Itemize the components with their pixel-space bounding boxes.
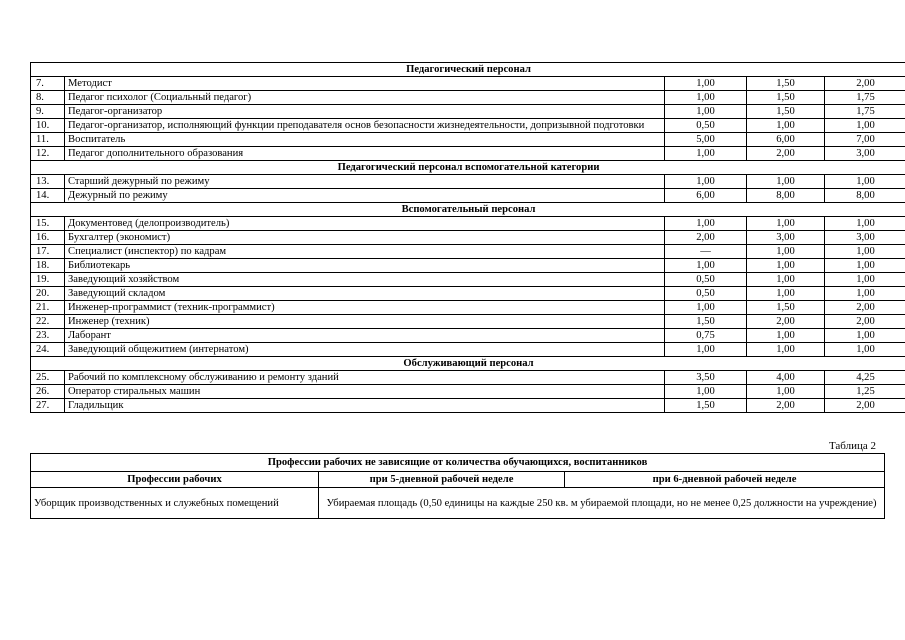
value-cell: — — [665, 245, 747, 259]
table-row — [31, 231, 905, 245]
header-professions: Профессии рабочих — [31, 472, 319, 488]
position-name: Рабочий по комплексному обслуживанию и ремонту зданий — [65, 371, 665, 385]
table-row — [31, 287, 905, 301]
position-name: Заведующий складом — [65, 287, 665, 301]
value-cell: 1,00 — [825, 175, 905, 189]
value-cell: 1,00 — [747, 329, 825, 343]
workers-table — [30, 453, 885, 519]
table-2-caption: Таблица 2 — [828, 440, 876, 452]
value-cell: 3,00 — [747, 231, 825, 245]
position-name: Оператор стиральных машин — [65, 385, 665, 399]
value-cell: 4,00 — [747, 371, 825, 385]
row-number: 17. — [31, 245, 65, 259]
header-5-day-week: при 5-дневной рабочей неделе — [319, 472, 565, 488]
row-number: 9. — [31, 105, 65, 119]
staff-norms-table — [30, 62, 905, 413]
norm-cell: Убираемая площадь (0,50 единицы на каждые 250 кв. м убираемой площади, но не менее 0,25 должности на учреждение) — [319, 488, 885, 519]
table-row — [31, 259, 905, 273]
section-header-row — [31, 63, 905, 77]
table-row — [31, 189, 905, 203]
value-cell: 1,00 — [747, 259, 825, 273]
table-row — [31, 91, 905, 105]
value-cell: 6,00 — [747, 133, 825, 147]
row-number: 10. — [31, 119, 65, 133]
section-header-row — [31, 161, 905, 175]
value-cell: 0,50 — [665, 119, 747, 133]
row-number: 24. — [31, 343, 65, 357]
value-cell: 0,75 — [665, 329, 747, 343]
value-cell: 8,00 — [825, 189, 905, 203]
value-cell: 1,50 — [747, 77, 825, 91]
value-cell: 2,00 — [747, 399, 825, 413]
value-cell: 2,00 — [747, 315, 825, 329]
table-row — [31, 273, 905, 287]
table-row — [31, 371, 905, 385]
workers-table-header-row — [31, 472, 885, 488]
section-title: Педагогический персонал — [31, 63, 905, 77]
value-cell: 2,00 — [825, 399, 905, 413]
value-cell: 1,50 — [665, 399, 747, 413]
value-cell: 2,00 — [825, 77, 905, 91]
row-number: 8. — [31, 91, 65, 105]
header-6-day-week: при 6-дневной рабочей неделе — [565, 472, 885, 488]
table-row — [31, 329, 905, 343]
value-cell: 1,00 — [825, 343, 905, 357]
row-number: 21. — [31, 301, 65, 315]
value-cell: 0,50 — [665, 273, 747, 287]
table-row — [31, 488, 885, 519]
value-cell: 1,00 — [665, 259, 747, 273]
value-cell: 1,00 — [825, 119, 905, 133]
value-cell: 1,00 — [747, 245, 825, 259]
value-cell: 1,25 — [825, 385, 905, 399]
value-cell: 1,00 — [825, 329, 905, 343]
position-name: Гладильщик — [65, 399, 665, 413]
section-title: Обслуживающий персонал — [31, 357, 905, 371]
row-number: 19. — [31, 273, 65, 287]
row-number: 27. — [31, 399, 65, 413]
staff-norms-table-body — [31, 63, 905, 413]
value-cell: 1,00 — [665, 217, 747, 231]
profession-cell: Уборщик производственных и служебных помещений — [31, 488, 319, 519]
value-cell: 3,00 — [825, 147, 905, 161]
table-row — [31, 315, 905, 329]
value-cell: 1,00 — [665, 105, 747, 119]
position-name: Педагог-организатор — [65, 105, 665, 119]
position-name: Педагог-организатор, исполняющий функции преподавателя основ безопасности жизнедеятельности, допризывной подготовки — [65, 119, 665, 133]
row-number: 7. — [31, 77, 65, 91]
workers-table-title-row — [31, 454, 885, 472]
value-cell: 1,00 — [665, 175, 747, 189]
value-cell: 1,00 — [747, 385, 825, 399]
table-row — [31, 175, 905, 189]
section-header-row — [31, 357, 905, 371]
value-cell: 1,50 — [747, 301, 825, 315]
value-cell: 1,00 — [665, 77, 747, 91]
value-cell: 0,50 — [665, 287, 747, 301]
row-number: 18. — [31, 259, 65, 273]
position-name: Педагог психолог (Социальный педагог) — [65, 91, 665, 105]
row-number: 13. — [31, 175, 65, 189]
table-row — [31, 301, 905, 315]
value-cell: 1,00 — [665, 147, 747, 161]
value-cell: 5,00 — [665, 133, 747, 147]
position-name: Заведующий хозяйством — [65, 273, 665, 287]
value-cell: 1,00 — [665, 301, 747, 315]
value-cell: 1,50 — [747, 105, 825, 119]
table-row — [31, 399, 905, 413]
position-name: Методист — [65, 77, 665, 91]
position-name: Заведующий общежитием (интернатом) — [65, 343, 665, 357]
row-number: 15. — [31, 217, 65, 231]
value-cell: 1,00 — [747, 217, 825, 231]
position-name: Старший дежурный по режиму — [65, 175, 665, 189]
value-cell: 1,00 — [747, 287, 825, 301]
position-name: Воспитатель — [65, 133, 665, 147]
section-title: Вспомогательный персонал — [31, 203, 905, 217]
table-row — [31, 245, 905, 259]
value-cell: 1,75 — [825, 91, 905, 105]
row-number: 16. — [31, 231, 65, 245]
value-cell: 3,00 — [825, 231, 905, 245]
row-number: 14. — [31, 189, 65, 203]
value-cell: 1,00 — [825, 259, 905, 273]
table-row — [31, 105, 905, 119]
value-cell: 1,00 — [825, 217, 905, 231]
row-number: 22. — [31, 315, 65, 329]
table-row — [31, 147, 905, 161]
value-cell: 1,00 — [747, 273, 825, 287]
value-cell: 2,00 — [747, 147, 825, 161]
value-cell: 1,00 — [747, 175, 825, 189]
value-cell: 2,00 — [825, 301, 905, 315]
table-row — [31, 133, 905, 147]
value-cell: 1,00 — [825, 273, 905, 287]
position-name: Инженер (техник) — [65, 315, 665, 329]
position-name: Лаборант — [65, 329, 665, 343]
value-cell: 1,00 — [747, 343, 825, 357]
value-cell: 2,00 — [665, 231, 747, 245]
position-name: Инженер-программист (техник-программист) — [65, 301, 665, 315]
position-name: Бухгалтер (экономист) — [65, 231, 665, 245]
value-cell: 6,00 — [665, 189, 747, 203]
workers-table-title: Профессии рабочих не зависящие от количества обучающихся, воспитанников — [31, 454, 885, 472]
table-row — [31, 217, 905, 231]
row-number: 11. — [31, 133, 65, 147]
row-number: 23. — [31, 329, 65, 343]
value-cell: 7,00 — [825, 133, 905, 147]
value-cell: 2,00 — [825, 315, 905, 329]
row-number: 20. — [31, 287, 65, 301]
table-row — [31, 343, 905, 357]
position-name: Документовед (делопроизводитель) — [65, 217, 665, 231]
value-cell: 1,00 — [825, 287, 905, 301]
table-row — [31, 385, 905, 399]
row-number: 25. — [31, 371, 65, 385]
section-title: Педагогический персонал вспомогательной категории — [31, 161, 905, 175]
value-cell: 1,50 — [747, 91, 825, 105]
position-name: Специалист (инспектор) по кадрам — [65, 245, 665, 259]
row-number: 12. — [31, 147, 65, 161]
table-row — [31, 77, 905, 91]
position-name: Педагог дополнительного образования — [65, 147, 665, 161]
position-name: Библиотекарь — [65, 259, 665, 273]
value-cell: 4,25 — [825, 371, 905, 385]
value-cell: 1,00 — [747, 119, 825, 133]
position-name: Дежурный по режиму — [65, 189, 665, 203]
value-cell: 1,50 — [665, 315, 747, 329]
value-cell: 3,50 — [665, 371, 747, 385]
table-row — [31, 119, 905, 133]
value-cell: 1,00 — [665, 343, 747, 357]
row-number: 26. — [31, 385, 65, 399]
value-cell: 1,00 — [665, 385, 747, 399]
value-cell: 1,75 — [825, 105, 905, 119]
value-cell: 8,00 — [747, 189, 825, 203]
value-cell: 1,00 — [665, 91, 747, 105]
value-cell: 1,00 — [825, 245, 905, 259]
section-header-row — [31, 203, 905, 217]
